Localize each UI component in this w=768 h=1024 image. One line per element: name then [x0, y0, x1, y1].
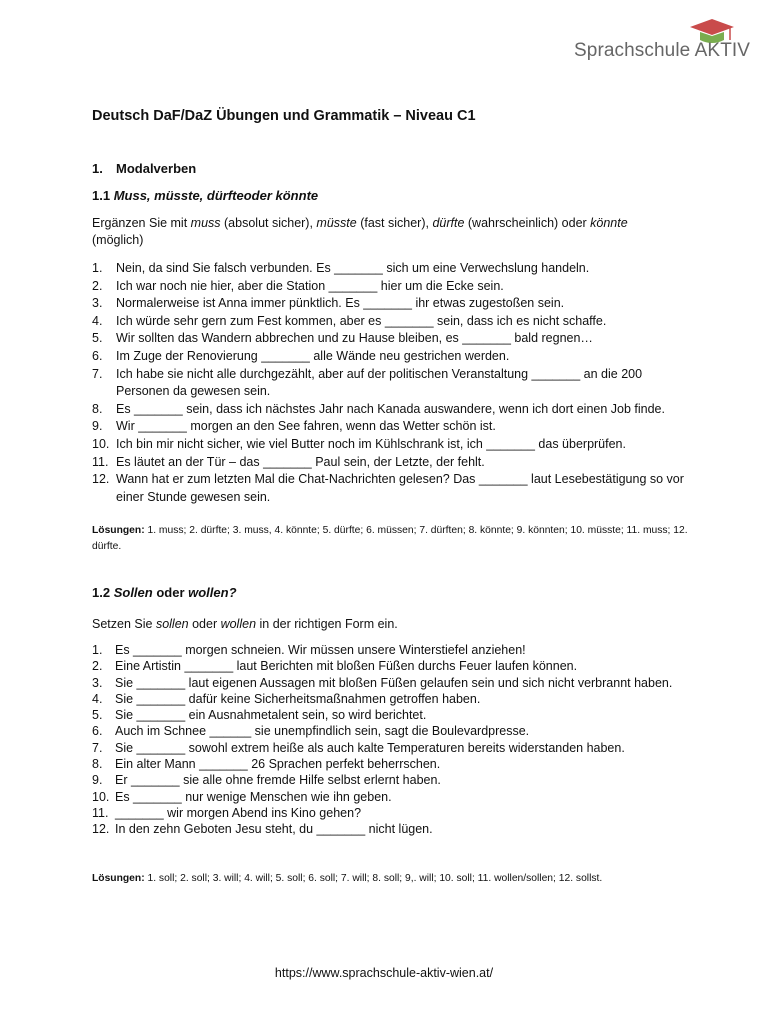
list-item: 8. Es _______ sein, dass ich nächstes Jahr nach Kanada auswandere, wenn ich dort einen Job finde. [92, 401, 665, 416]
page-title: Deutsch DaF/DaZ Übungen und Grammatik – Niveau C1 [92, 108, 476, 124]
list-item: 12. In den zehn Geboten Jesu steht, du _______ nicht lügen. [92, 822, 433, 837]
list-item: 7. Ich habe sie nicht alle durchgezählt, aber auf der politischen Veranstaltung _______ an die 200 Personen da gewesen sein. [92, 366, 643, 399]
list-item: 7. Sie _______ sowohl extrem heiße als auch kalte Temperaturen bereits widerstanden haben. [92, 740, 625, 755]
subsection-heading-1-1 [92, 188, 318, 203]
subsection-number: 1.2 [92, 585, 111, 600]
list-item: 5. Wir sollten das Wandern abbrechen und zu Hause bleiben, es _______ bald regnen… [92, 331, 593, 346]
list-item: 2. Eine Artistin _______ laut Berichten mit bloßen Füßen durchs Feuer laufen können. [92, 659, 578, 674]
list-item: 4. Ich würde sehr gern zum Fest kommen, aber es _______ sein, dass ich es nicht schaffe. [92, 313, 607, 328]
list-item: 11. Es läutet an der Tür – das _______ Paul sein, der Letzte, der fehlt. [92, 454, 485, 469]
list-item: 2. Ich war noch nie hier, aber die Station _______ hier um die Ecke sein. [92, 278, 504, 293]
list-item: 8. Ein alter Mann _______ 26 Sprachen perfekt beherrschen. [92, 757, 441, 772]
list-item: 11. _______ wir morgen Abend ins Kino gehen? [92, 805, 362, 820]
solutions-1-1: Lösungen: 1. muss; 2. dürfte; 3. muss, 4. könnte; 5. dürfte; 6. müssen; 7. dürften; 8. könnte; 9. könnten; 10. müsste; 11. muss; 12. dürfte. [92, 525, 688, 552]
instruction-1-1: Ergänzen Sie mit muss (absolut sicher), müsste (fast sicher), dürfte (wahrscheinlich) oder könnte (möglich) [92, 216, 628, 247]
exercise-list-1-1 [92, 260, 692, 506]
list-item: 12. Wann hat er zum letzten Mal die Chat-Nachrichten gelesen? Das _______ laut Lesebestätigung so vor einer Stunde gewesen sein. [92, 472, 684, 504]
subsection-title: Muss, müsste, dürfteoder könnte [113, 188, 319, 203]
footer-url[interactable]: https://www.sprachschule-aktiv-wien.at/ [274, 966, 494, 980]
instruction-1-2: Setzen Sie sollen oder wollen in der richtigen Form ein. [92, 617, 398, 631]
logo-text: Sprachschule AKTIV [574, 40, 751, 61]
list-item: 10. Es _______ nur wenige Menschen wie ihn geben. [92, 789, 392, 804]
list-item: 4. Sie _______ dafür keine Sicherheitsmaßnahmen getroffen haben. [92, 691, 481, 706]
list-item: 3. Normalerweise ist Anna immer pünktlich. Es _______ ihr etwas zugestoßen sein. [92, 296, 565, 311]
list-item: 10. Ich bin mir nicht sicher, wie viel Butter noch im Kühlschrank ist, ich _______ das überprüfen. [92, 436, 626, 451]
section-heading [92, 161, 196, 176]
section-title: Modalverben [116, 161, 197, 176]
list-item: 9. Wir _______ morgen an den See fahren, wenn das Wetter schön ist. [92, 419, 496, 434]
list-item: 3. Sie _______ laut eigenen Aussagen mit bloßen Füßen gelaufen sein und sich nicht verbrannt haben. [92, 675, 673, 690]
subsection-number: 1.1 [92, 188, 111, 203]
solutions-1-2: Lösungen: 1. soll; 2. soll; 3. will; 4. will; 5. soll; 6. soll; 7. will; 8. soll; 9,. will; 10. soll; 11. wollen/sollen; 12. sollst. [92, 873, 603, 884]
list-item: 9. Er _______ sie alle ohne fremde Hilfe selbst erlernt haben. [92, 773, 441, 788]
list-item: 1. Nein, da sind Sie falsch verbunden. Es _______ sich um eine Verwechslung handeln. [92, 261, 590, 275]
list-item: 6. Auch im Schnee ______ sie unempfindlich sein, sagt die Boulevardpresse. [92, 724, 530, 739]
school-logo [572, 18, 752, 68]
subsection-heading-1-2: 1.2 Sollen oder wollen? [92, 585, 237, 600]
exercise-list-1-2 [92, 642, 692, 838]
list-item: 6. Im Zuge der Renovierung _______ alle Wände neu gestrichen werden. [92, 348, 510, 363]
list-item: 1. Es _______ morgen schneien. Wir müssen unsere Winterstiefel anziehen! [92, 643, 526, 657]
list-item: 5. Sie _______ ein Ausnahmetalent sein, so wird berichtet. [92, 708, 427, 723]
section-number: 1. [92, 161, 103, 176]
